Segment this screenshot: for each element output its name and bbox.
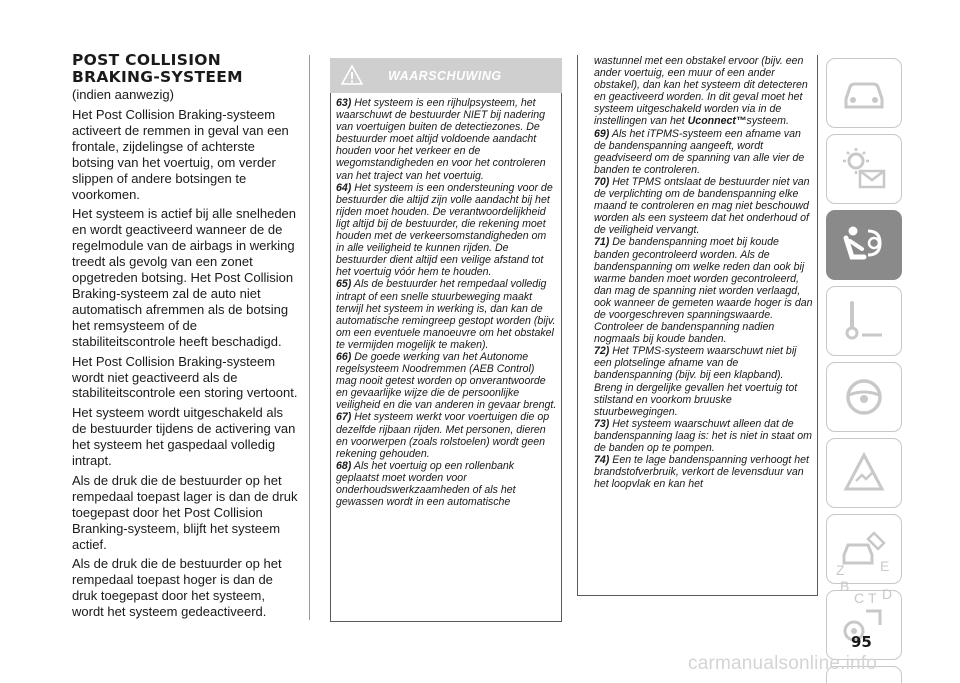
note-number: 72) xyxy=(594,345,610,358)
note-number: 74) xyxy=(594,454,610,467)
note-number: 73) xyxy=(594,417,610,430)
tab-safety[interactable] xyxy=(826,210,902,280)
note-number: 70) xyxy=(594,175,610,188)
note-text: Als het iTPMS-systeem een afname van de bandenspanning aangeeft, wordt geadviseerd om de spanning van alle vier de banden te controleren. xyxy=(594,127,805,176)
paragraph: Het Post Collision Braking-systeem wordt niet geactiveerd als de stabiliteitscontrole een storing vertoont. xyxy=(72,353,298,401)
paragraph: Als de druk die de bestuurder op het rempedaal toepast lager is dan de druk toegepast door het Post Collision Branking-systeem, blijft het systeem actief. xyxy=(72,472,298,552)
warning-note xyxy=(336,351,557,411)
warning-note xyxy=(336,460,557,508)
tab-steering[interactable] xyxy=(826,362,902,432)
note-text: Het systeem is een ondersteuning voor de bestuurder die altijd zijn volle aandacht bij het rijden moet houden. De verantwoordelijkheid ligt altijd bij de bestuurder, die rekening moet houden met de verkeersomstandigheden om in alle veiligheid te kunnen rijden. De bestuurder dient altijd een veilige afstand tot het voertuig vóór hem te houden. xyxy=(336,181,553,279)
intro-end: systeem. xyxy=(746,115,789,128)
note-text: De bandenspanning moet bij koude banden gecontroleerd worden. Als de bandenspanning om welke reden dan ook bij warme banden moet worden gecontroleerd, dan mag de spanning niet worden verlaagd, ook wanneer de gemeten waarde hoger is dan de voorgeschreven spanningswaarde. Controleer de bandenspanning nadien nogmaals bij koude banden. xyxy=(594,236,813,346)
paragraph: Het Post Collision Braking-systeem activeert de remmen in geval van een frontale, zijdelingse of achterste botsing van het voertuig, om verder slippen of andere botsingen te voorkomen. xyxy=(72,107,289,202)
watermark: carmanualsonline.info xyxy=(688,653,878,674)
tab-emergency[interactable] xyxy=(826,438,902,508)
note-text: Als de bestuurder het rempedaal volledig intrapt of een snelle stuurbeweging maakt terwijl het systeem in werking is, dan kan de automatische remingreep gestopt worden (bijv. om een eventuele manoeuvre om het obstakel te vermijden mogelijk te maken). xyxy=(336,278,556,351)
note-text: De goede werking van het Autonome regelsysteem Noodremmen (AEB Control) mag nooit getest worden op onverantwoorde en gevaarlijke wijze die de persoonlijke veiligheid en die van anderen in gevaar brengt. xyxy=(336,350,557,412)
warning-note xyxy=(594,345,813,418)
index-letter: E xyxy=(880,558,890,574)
car-dashboard-icon xyxy=(838,69,890,117)
warning-note xyxy=(336,278,557,351)
note-text: Een te lage bandenspanning verhoogt het brandstofverbruik, verkort de levensduur van het loopvlak en kan het xyxy=(594,454,810,491)
warning-triangle-icon xyxy=(341,64,363,86)
note-text: Het TPMS-systeem waarschuwt niet bij een plotselinge afname van de bandenspanning (bijv. bij een klapband). Breng in dergelijke gevallen het voertuig tot stilstand en voorkom bruuske stuurbewegingen. xyxy=(594,345,798,418)
warning-notes xyxy=(330,93,562,622)
index-letter: T xyxy=(868,590,877,606)
uconnect-brand: Uconnect™ xyxy=(687,115,747,128)
paragraph: Het systeem is actief bij alle snelheden en wordt geactiveerd wanneer de de regelmodule van de airbags in werking treedt als gevolg van een zonet opgetreden botsing. Het Post Collision Braking-systeem zal de auto niet automatisch afremmen als de botsing het remsysteem of de stabiliteitscontrole heeft beschadigd. xyxy=(72,206,297,349)
intro-text: wastunnel met een obstakel ervoor (bijv. een ander voertuig, een muur of een ander obstakel), dan kan het systeem dit detecteren en geactiveerd worden. In dit geval moet het systeem uitgeschakeld worden via in de instellingen van het xyxy=(594,55,808,128)
paragraph: Het systeem wordt uitgeschakeld als de bestuurder tijdens de activering van het systeem het gaspedaal volledig intrapt. xyxy=(72,405,296,469)
steering-wheel-icon xyxy=(838,373,890,421)
note-text: Het systeem waarschuwt alleen dat de bandenspanning laag is: het is niet in staat om de banden op te pompen. xyxy=(594,417,812,454)
column-divider xyxy=(309,55,310,620)
seat-airbag-icon xyxy=(838,221,890,269)
note-number: 67) xyxy=(336,411,352,424)
paragraph: Als de druk die de bestuurder op het rempedaal toepast hoger is dan de druk toegepast door het systeem, wordt het systeem gedeactiveerd. xyxy=(72,556,282,620)
index-letter: B xyxy=(840,578,850,594)
note-text: Het systeem is een rijhulpsysteem, het waarschuwt de bestuurder NIET bij nadering van voertuigen buiten de detectiezones. De bestuurder moet altijd voldoende aandacht houden voor het verkeer en de wegomstandigheden en voor het controleren van het traject van het voertuig. xyxy=(336,97,546,182)
warning-note xyxy=(336,97,557,182)
warning-note xyxy=(336,411,557,459)
index-letter: C xyxy=(854,590,865,606)
warning-note xyxy=(336,182,557,279)
tab-index[interactable] xyxy=(826,558,902,608)
emergency-warning-icon xyxy=(838,449,890,497)
note-text: Als het voertuig op een rollenbank geplaatst moet worden voor onderhoudswerkzaamheden of als het gewassen wordt in een automatische xyxy=(336,459,516,509)
left-column xyxy=(72,52,300,620)
note-number: 63) xyxy=(336,97,352,109)
continued-intro xyxy=(594,55,813,128)
section-title-line1: POST COLLISION xyxy=(72,51,222,69)
warning-note xyxy=(594,176,813,236)
section-title-line2: BRAKING-SYSTEEM xyxy=(72,68,243,86)
multimedia-icon xyxy=(838,677,890,683)
note-number: 71) xyxy=(594,236,610,249)
section-subtitle: (indien aanwezig) xyxy=(72,87,174,102)
warning-label: WAARSCHUWING xyxy=(388,68,502,83)
continued-notes xyxy=(577,55,818,596)
warning-note xyxy=(594,128,813,176)
note-text: Het systeem werkt voor voertuigen die op dezelfde rijbaan rijden. Met personen, dieren en voorwerpen (zoals rolstoelen) wordt geen rekening gehouden. xyxy=(336,411,550,460)
note-number: 64) xyxy=(336,181,352,194)
warning-header xyxy=(330,58,562,93)
note-number: 66) xyxy=(336,350,352,363)
warning-note xyxy=(594,454,813,490)
lights-message-icon xyxy=(838,145,890,193)
note-text: Het TPMS ontslaat de bestuurder niet van de verplichting om de bandenspanning elke maand te controleren en mag niet beschouwd worden als een systeem dat het onderhoud of de veiligheid vervangt. xyxy=(594,175,810,237)
tab-starting-driving[interactable] xyxy=(826,286,902,356)
note-number: 65) xyxy=(336,278,352,291)
page-number: 95 xyxy=(851,633,872,651)
key-start-icon xyxy=(838,297,890,345)
note-number: 68) xyxy=(336,459,352,472)
warning-note xyxy=(594,418,813,454)
index-letter: D xyxy=(882,586,893,602)
warning-note xyxy=(594,236,813,345)
index-letter: Z xyxy=(836,562,845,578)
tab-lights-messages[interactable] xyxy=(826,134,902,204)
tab-dashboard[interactable] xyxy=(826,58,902,128)
warning-panel xyxy=(330,58,562,622)
note-number: 69) xyxy=(594,127,610,140)
